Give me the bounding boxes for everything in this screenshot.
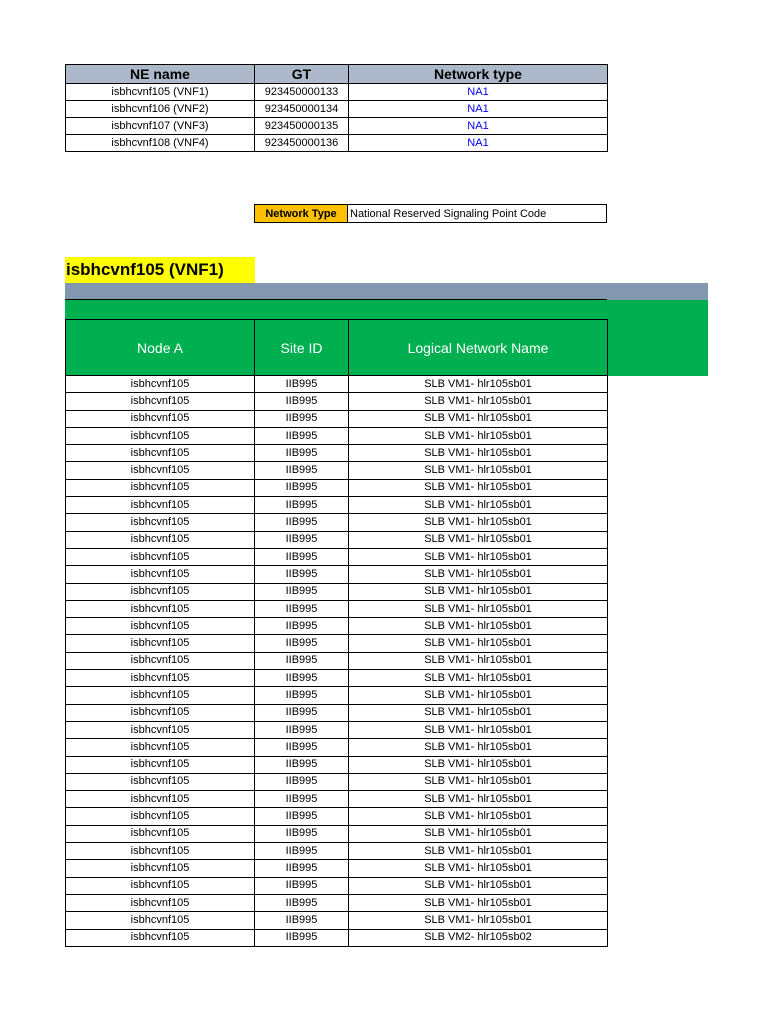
cell-network-type: NA1 — [349, 135, 608, 152]
cell-logical-network-name: SLB VM1- hlr105sb01 — [349, 410, 608, 427]
cell-logical-network-name: SLB VM2- hlr105sb02 — [349, 929, 608, 946]
cell-site-id: IIB995 — [255, 618, 349, 635]
cell-logical-network-name: SLB VM1- hlr105sb01 — [349, 843, 608, 860]
cell-logical-network-name: SLB VM1- hlr105sb01 — [349, 583, 608, 600]
table-row — [66, 618, 608, 635]
cell-node-a: isbhcvnf105 — [66, 687, 255, 704]
table-row — [66, 445, 608, 462]
cell-node-a: isbhcvnf105 — [66, 514, 255, 531]
cell-logical-network-name: SLB VM1- hlr105sb01 — [349, 427, 608, 444]
cell-site-id: IIB995 — [255, 427, 349, 444]
cell-site-id: IIB995 — [255, 635, 349, 652]
table-row — [66, 808, 608, 825]
cell-node-a: isbhcvnf105 — [66, 912, 255, 929]
table-row — [66, 427, 608, 444]
table-row — [66, 721, 608, 738]
cell-site-id: IIB995 — [255, 739, 349, 756]
cell-site-id: IIB995 — [255, 877, 349, 894]
table-row — [66, 548, 608, 565]
table-row — [66, 773, 608, 790]
cell-logical-network-name: SLB VM1- hlr105sb01 — [349, 462, 608, 479]
cell-site-id: IIB995 — [255, 825, 349, 842]
cell-site-id: IIB995 — [255, 479, 349, 496]
table-row — [66, 600, 608, 617]
cell-logical-network-name: SLB VM1- hlr105sb01 — [349, 635, 608, 652]
cell-site-id: IIB995 — [255, 410, 349, 427]
table-row — [66, 514, 608, 531]
table-row — [66, 894, 608, 911]
cell-node-a: isbhcvnf105 — [66, 652, 255, 669]
table-row — [66, 877, 608, 894]
cell-node-a: isbhcvnf105 — [66, 860, 255, 877]
cell-site-id: IIB995 — [255, 566, 349, 583]
cell-logical-network-name: SLB VM1- hlr105sb01 — [349, 514, 608, 531]
table-row — [66, 101, 608, 118]
cell-logical-network-name: SLB VM1- hlr105sb01 — [349, 860, 608, 877]
cell-logical-network-name: SLB VM1- hlr105sb01 — [349, 791, 608, 808]
cell-node-a: isbhcvnf105 — [66, 825, 255, 842]
cell-node-a: isbhcvnf105 — [66, 773, 255, 790]
table-row — [66, 929, 608, 946]
cell-gt: 923450000136 — [255, 135, 349, 152]
table-row — [66, 756, 608, 773]
cell-node-a: isbhcvnf105 — [66, 583, 255, 600]
cell-logical-network-name: SLB VM1- hlr105sb01 — [349, 479, 608, 496]
cell-node-a: isbhcvnf105 — [66, 704, 255, 721]
cell-site-id: IIB995 — [255, 600, 349, 617]
table-row — [66, 84, 608, 101]
cell-site-id: IIB995 — [255, 704, 349, 721]
cell-node-a: isbhcvnf105 — [66, 721, 255, 738]
table-row — [66, 652, 608, 669]
cell-node-a: isbhcvnf105 — [66, 566, 255, 583]
cell-logical-network-name: SLB VM1- hlr105sb01 — [349, 600, 608, 617]
cell-site-id: IIB995 — [255, 531, 349, 548]
cell-logical-network-name: SLB VM1- hlr105sb01 — [349, 912, 608, 929]
cell-node-a: isbhcvnf105 — [66, 427, 255, 444]
cell-node-a: isbhcvnf105 — [66, 410, 255, 427]
cell-site-id: IIB995 — [255, 912, 349, 929]
cell-node-a: isbhcvnf105 — [66, 877, 255, 894]
table-row — [66, 118, 608, 135]
cell-site-id: IIB995 — [255, 652, 349, 669]
cell-node-a: isbhcvnf105 — [66, 791, 255, 808]
cell-site-id: IIB995 — [255, 376, 349, 393]
cell-site-id: IIB995 — [255, 687, 349, 704]
table-row — [66, 583, 608, 600]
cell-node-a: isbhcvnf105 — [66, 635, 255, 652]
column-header-site-id: Site ID — [255, 320, 349, 376]
cell-logical-network-name: SLB VM1- hlr105sb01 — [349, 825, 608, 842]
cell-node-a: isbhcvnf105 — [66, 756, 255, 773]
table-row — [66, 376, 608, 393]
cell-ne-name: isbhcvnf108 (VNF4) — [66, 135, 255, 152]
cell-logical-network-name: SLB VM1- hlr105sb01 — [349, 894, 608, 911]
cell-node-a: isbhcvnf105 — [66, 894, 255, 911]
cell-logical-network-name: SLB VM1- hlr105sb01 — [349, 566, 608, 583]
table-row — [66, 479, 608, 496]
cell-logical-network-name: SLB VM1- hlr105sb01 — [349, 531, 608, 548]
ne-table — [65, 64, 608, 152]
cell-logical-network-name: SLB VM1- hlr105sb01 — [349, 393, 608, 410]
cell-logical-network-name: SLB VM1- hlr105sb01 — [349, 808, 608, 825]
cell-gt: 923450000134 — [255, 101, 349, 118]
vnf-section-title: isbhcvnf105 (VNF1) — [65, 257, 255, 283]
cell-logical-network-name: SLB VM1- hlr105sb01 — [349, 652, 608, 669]
cell-site-id: IIB995 — [255, 583, 349, 600]
table-row — [66, 860, 608, 877]
cell-node-a: isbhcvnf105 — [66, 600, 255, 617]
cell-network-type: NA1 — [349, 118, 608, 135]
table-row — [66, 566, 608, 583]
network-type-value: National Reserved Signaling Point Code — [348, 205, 607, 223]
table-row — [66, 912, 608, 929]
cell-node-a: isbhcvnf105 — [66, 445, 255, 462]
cell-logical-network-name: SLB VM1- hlr105sb01 — [349, 877, 608, 894]
table-row — [66, 791, 608, 808]
cell-logical-network-name: SLB VM1- hlr105sb01 — [349, 687, 608, 704]
cell-network-type: NA1 — [349, 101, 608, 118]
cell-site-id: IIB995 — [255, 393, 349, 410]
cell-node-a: isbhcvnf105 — [66, 376, 255, 393]
cell-logical-network-name: SLB VM1- hlr105sb01 — [349, 618, 608, 635]
cell-gt: 923450000135 — [255, 118, 349, 135]
table-row — [66, 393, 608, 410]
cell-node-a: isbhcvnf105 — [66, 808, 255, 825]
cell-node-a: isbhcvnf105 — [66, 618, 255, 635]
cell-site-id: IIB995 — [255, 808, 349, 825]
cell-node-a: isbhcvnf105 — [66, 843, 255, 860]
cell-logical-network-name: SLB VM1- hlr105sb01 — [349, 756, 608, 773]
cell-node-a: isbhcvnf105 — [66, 531, 255, 548]
table-row — [66, 410, 608, 427]
table-row — [66, 704, 608, 721]
cell-site-id: IIB995 — [255, 670, 349, 687]
table-row — [66, 135, 608, 152]
node-table-header-row — [66, 320, 608, 376]
cell-site-id: IIB995 — [255, 514, 349, 531]
column-header-logical-network-name: Logical Network Name — [349, 320, 608, 376]
cell-ne-name: isbhcvnf107 (VNF3) — [66, 118, 255, 135]
cell-site-id: IIB995 — [255, 791, 349, 808]
cell-node-a: isbhcvnf105 — [66, 393, 255, 410]
cell-logical-network-name: SLB VM1- hlr105sb01 — [349, 773, 608, 790]
cell-logical-network-name: SLB VM1- hlr105sb01 — [349, 739, 608, 756]
cell-site-id: IIB995 — [255, 773, 349, 790]
table-row — [66, 739, 608, 756]
cell-site-id: IIB995 — [255, 894, 349, 911]
cell-node-a: isbhcvnf105 — [66, 670, 255, 687]
cell-logical-network-name: SLB VM1- hlr105sb01 — [349, 721, 608, 738]
cell-logical-network-name: SLB VM1- hlr105sb01 — [349, 670, 608, 687]
cell-site-id: IIB995 — [255, 929, 349, 946]
node-table — [65, 319, 608, 947]
table-row — [66, 462, 608, 479]
cell-site-id: IIB995 — [255, 497, 349, 514]
table-row — [66, 531, 608, 548]
cell-logical-network-name: SLB VM1- hlr105sb01 — [349, 548, 608, 565]
table-row — [66, 843, 608, 860]
column-header-gt: GT — [255, 65, 349, 84]
cell-site-id: IIB995 — [255, 843, 349, 860]
ne-table-header-row — [66, 65, 608, 84]
gray-header-band — [65, 283, 708, 300]
table-row — [66, 497, 608, 514]
band-divider — [65, 299, 607, 300]
cell-site-id: IIB995 — [255, 860, 349, 877]
table-row — [66, 635, 608, 652]
cell-logical-network-name: SLB VM1- hlr105sb01 — [349, 497, 608, 514]
cell-site-id: IIB995 — [255, 721, 349, 738]
cell-gt: 923450000133 — [255, 84, 349, 101]
cell-site-id: IIB995 — [255, 462, 349, 479]
cell-node-a: isbhcvnf105 — [66, 479, 255, 496]
cell-node-a: isbhcvnf105 — [66, 462, 255, 479]
table-row — [66, 825, 608, 842]
cell-site-id: IIB995 — [255, 445, 349, 462]
cell-node-a: isbhcvnf105 — [66, 497, 255, 514]
cell-site-id: IIB995 — [255, 548, 349, 565]
column-header-node-a: Node A — [66, 320, 255, 376]
cell-node-a: isbhcvnf105 — [66, 739, 255, 756]
cell-node-a: isbhcvnf105 — [66, 548, 255, 565]
cell-logical-network-name: SLB VM1- hlr105sb01 — [349, 704, 608, 721]
column-header-network-type: Network type — [349, 65, 608, 84]
cell-network-type: NA1 — [349, 84, 608, 101]
cell-logical-network-name: SLB VM1- hlr105sb01 — [349, 445, 608, 462]
table-row — [66, 687, 608, 704]
cell-ne-name: isbhcvnf106 (VNF2) — [66, 101, 255, 118]
table-row — [66, 670, 608, 687]
cell-ne-name: isbhcvnf105 (VNF1) — [66, 84, 255, 101]
cell-node-a: isbhcvnf105 — [66, 929, 255, 946]
column-header-ne-name: NE name — [66, 65, 255, 84]
cell-logical-network-name: SLB VM1- hlr105sb01 — [349, 376, 608, 393]
network-type-row — [254, 204, 607, 223]
network-type-label: Network Type — [255, 205, 348, 223]
cell-site-id: IIB995 — [255, 756, 349, 773]
